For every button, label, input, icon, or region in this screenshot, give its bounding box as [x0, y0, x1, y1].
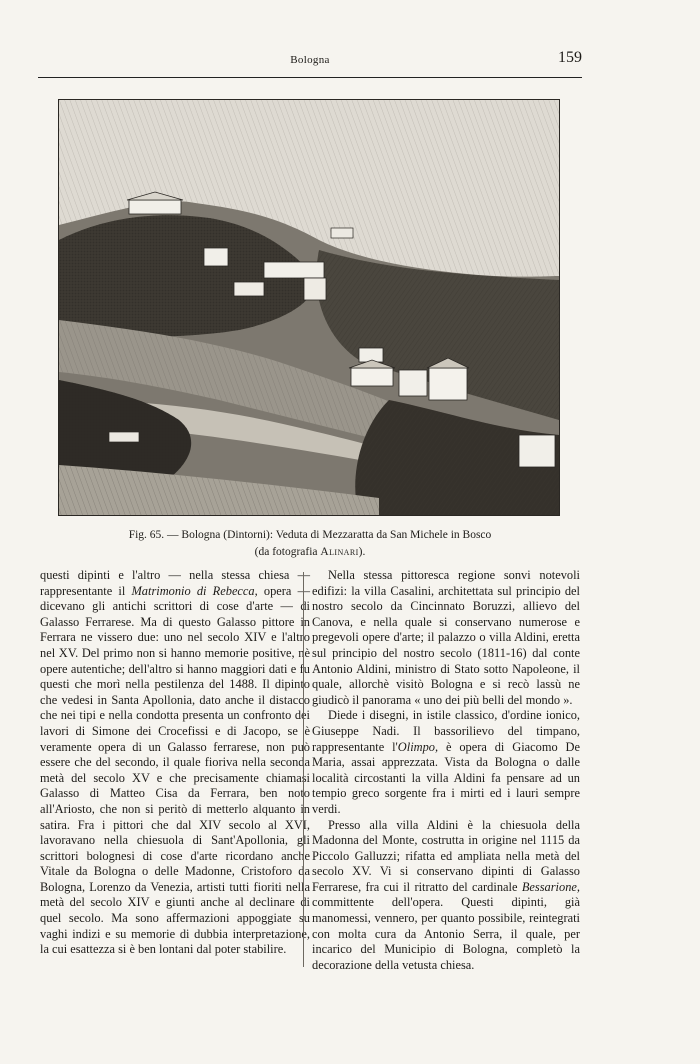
caption-line-2	[40, 544, 580, 561]
left-text-column	[40, 568, 310, 958]
right-paragraph-3	[312, 818, 580, 974]
caption-line-1: Fig. 65. — Bologna (Dintorni): Veduta di Mezzaratta da San Michele in Bosco	[128, 529, 492, 541]
text-run: questi dipinti e l'altro — nella stessa chiesa — rappresentante il	[40, 568, 310, 598]
column-divider	[303, 572, 304, 967]
text-run: è opera di Giacomo De Maria, assai apprezzata. Vista da Bologna o dalle località circostanti la villa Aldini fa pensare ad un tempio greco sorgente fra i mirti ed i lauri sempre verdi.	[312, 739, 580, 816]
landscape-engraving-figure	[58, 99, 560, 516]
header-rule	[38, 77, 582, 78]
caption-prefix: (da fotografia	[254, 546, 321, 558]
left-paragraph-1	[40, 568, 310, 958]
text-run: Diede i disegni, in istile classico, d'ordine ionico, Giuseppe Nadi. Il bassorilievo del timpano, rappresentante l'	[312, 708, 580, 754]
right-paragraph-1: Nella stessa pittoresca regione sonvi notevoli edifizi: la villa Casalini, architettata sul principio del nostro secolo da Cincinnato Boruzzi, allievo del Canova, e nella quale si conservano numerose e pregevoli opere d'arte; il palazzo o villa Aldini, eretta sul principio del nostro secolo (1811-16) dal conte Antonio Aldini, ministro di Stato sotto Napoleone, il quale, allorchè visitò Bologna e si recò lassù ne giudicò il panorama « uno dei più belli del mondo ».	[312, 568, 580, 707]
text-run: committente dell'opera. Questi dipinti, già manomessi, vennero, per quanto possibile, reintegrati con molta cura da Antonio Serra, il quale, per incarico del Municipio di Bologna, completò la decorazione della vetusta chiesa.	[312, 895, 580, 972]
photo-credit: Alinari	[320, 546, 359, 558]
page-number: 159	[558, 49, 582, 66]
right-text-column	[312, 568, 580, 973]
italic-title: Bessarione,	[521, 879, 580, 894]
caption-suffix: ).	[358, 546, 366, 558]
italic-title: Olimpo,	[397, 739, 439, 754]
text-run: Presso alla villa Aldini è la chiesuola della Madonna del Monte, costrutta in origine nel 1115 da Piccolo Galluzzi; rifatta ed ampliata nella metà del secolo XV. Vi si conservano dipinti di Galasso Ferrarese, fra cui il ritratto del cardinale	[312, 817, 580, 894]
italic-title: Matrimonio di Rebecca,	[131, 583, 258, 598]
hillside-villas-illustration	[59, 100, 559, 515]
right-paragraph-2	[312, 708, 580, 817]
text-run: opera — dicevano gli antichi scrittori di cose d'arte — di Galasso Ferrarese. Ma di questo Galasso pittore in Ferrara ne vissero due: uno nel secolo XIV e l'altro nel XV. Del primo non si hanno memorie positive, nè opere autentiche; dell'altro si hanno maggiori dati e fu questi che morì nella pestilenza del 1488. Il dipinto che vedesi in Santa Apollonia, dato anche il distacco che nei tipi e nella condotta presenta un confronto dei lavori di Simone dei Crocefissi e di Jacopo, se è veramente opera di un Galasso ferrarese, non può essere che del secondo, il quale fioriva nella seconda metà del secolo XV e che precisamente chiamasi Galasso di Matteo Cisa da Ferrara, ben noto all'Ariosto, che non si peritò di metterlo alquanto in satira. Fra i pittori che dal XIV secolo al XVI, lavoravano nella chiesuola di Sant'Apollonia, gli scrittori bolognesi di cose d'arte ricordano anche Vitale da Bologna o delle Madonne, Cristoforo da Bologna, Lorenzo da Venezia, artisti tutti fioriti nella metà del secolo XIV e giunti anche al declinare di quel secolo. Ma sono affermazioni appoggiate su vaghi indizi e su memorie di dubbia interpretazione, la cui esattezza si è ben lontani dal poter stabilire.	[40, 583, 310, 957]
running-header	[38, 46, 582, 76]
figure-caption	[40, 527, 580, 561]
running-title: Bologna	[290, 54, 330, 66]
